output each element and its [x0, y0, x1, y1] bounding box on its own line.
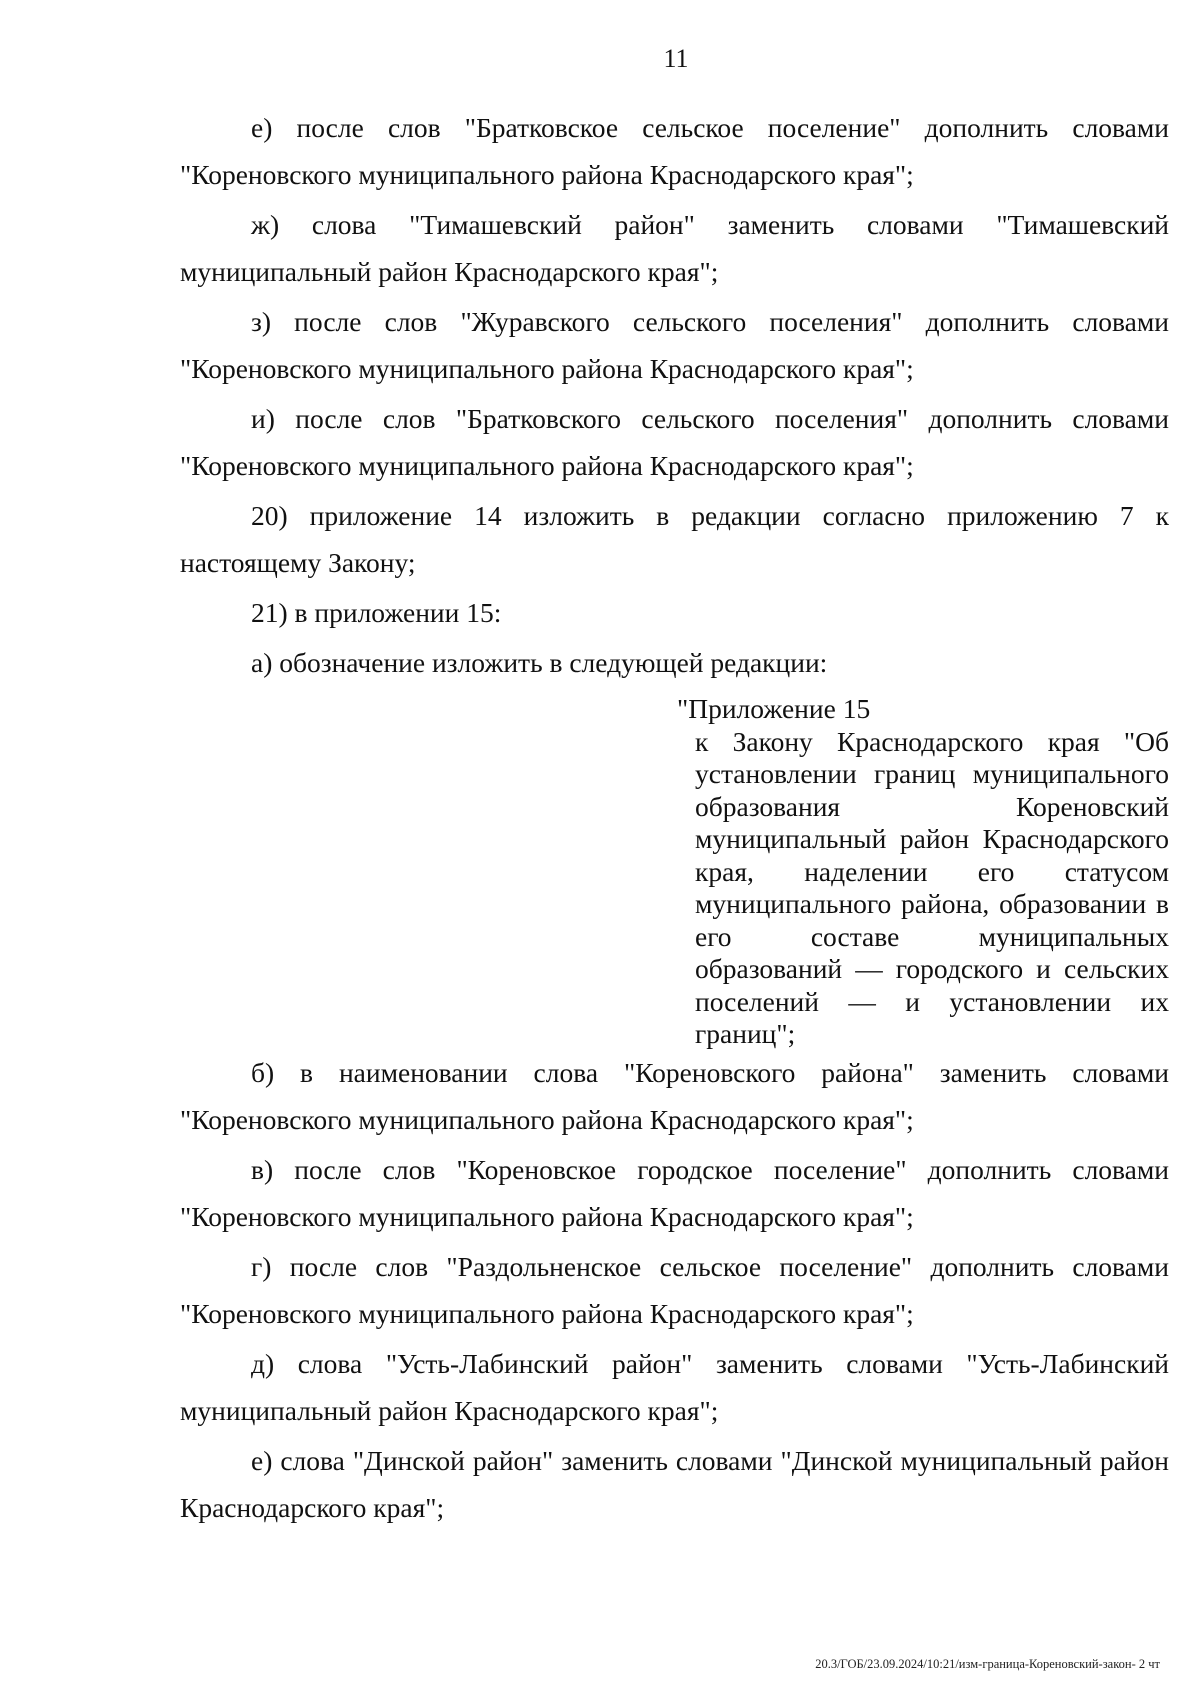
appendix-body: к Закону Краснодарского края "Об установлении границ муниципального образования Кореновский муниципальный район Краснодарского края, наделении его статусом муниципального района, образовании в его составе муниципальных образований — городского и сельских поселений — и установлении их границ"; [695, 725, 1169, 1049]
paragraph-g-razdolnenskoe: г) после слов "Раздольненское сельское поселение" дополнить словами "Кореновского муниципального района Краснодарского края"; [180, 1251, 1169, 1329]
paragraph-a-designation: а) обозначение изложить в следующей редакции: [251, 647, 828, 678]
paragraph-e-bratkovskoe: е) после слов "Братковское сельское поселение" дополнить словами "Кореновского муниципального района Краснодарского края"; [180, 112, 1169, 190]
paragraph-d-ust-labinsky: д) слова "Усть-Лабинский район" заменить словами "Усть-Лабинский муниципальный район Краснодарского края"; [180, 1348, 1169, 1426]
document-footer-code: 20.3/ГОБ/23.09.2024/10:21/изм-граница-Кореновский-закон- 2 чт [815, 1657, 1160, 1671]
paragraph-e-dinskoy: е) слова "Динской район" заменить словами "Динской муниципальный район Краснодарского края"; [180, 1445, 1169, 1523]
paragraph-z-zhuravskogo: з) после слов "Журавского сельского поселения" дополнить словами "Кореновского муниципального района Краснодарского края"; [180, 306, 1169, 384]
page-number: 11 [663, 44, 689, 73]
body-text-bottom [180, 1049, 1169, 1534]
body-text-top [180, 104, 1169, 686]
paragraph-zh-timashevsky: ж) слова "Тимашевский район" заменить словами "Тимашевский муниципальный район Краснодарского края"; [180, 209, 1169, 287]
appendix-15-designation [677, 693, 1169, 1051]
paragraph-21-appendix-15: 21) в приложении 15: [251, 597, 502, 628]
paragraph-i-bratkovskogo: и) после слов "Братковского сельского поселения" дополнить словами "Кореновского муниципального района Краснодарского края"; [180, 403, 1169, 481]
paragraph-b-naming: б) в наименовании слова "Кореновского района" заменить словами "Кореновского муниципального района Краснодарского края"; [180, 1057, 1169, 1135]
appendix-title: "Приложение 15 [677, 693, 871, 724]
paragraph-v-korenovskoe: в) после слов "Кореновское городское поселение" дополнить словами "Кореновского муниципального района Краснодарского края"; [180, 1154, 1169, 1232]
paragraph-20-appendix-14: 20) приложение 14 изложить в редакции согласно приложению 7 к настоящему Закону; [180, 500, 1169, 578]
